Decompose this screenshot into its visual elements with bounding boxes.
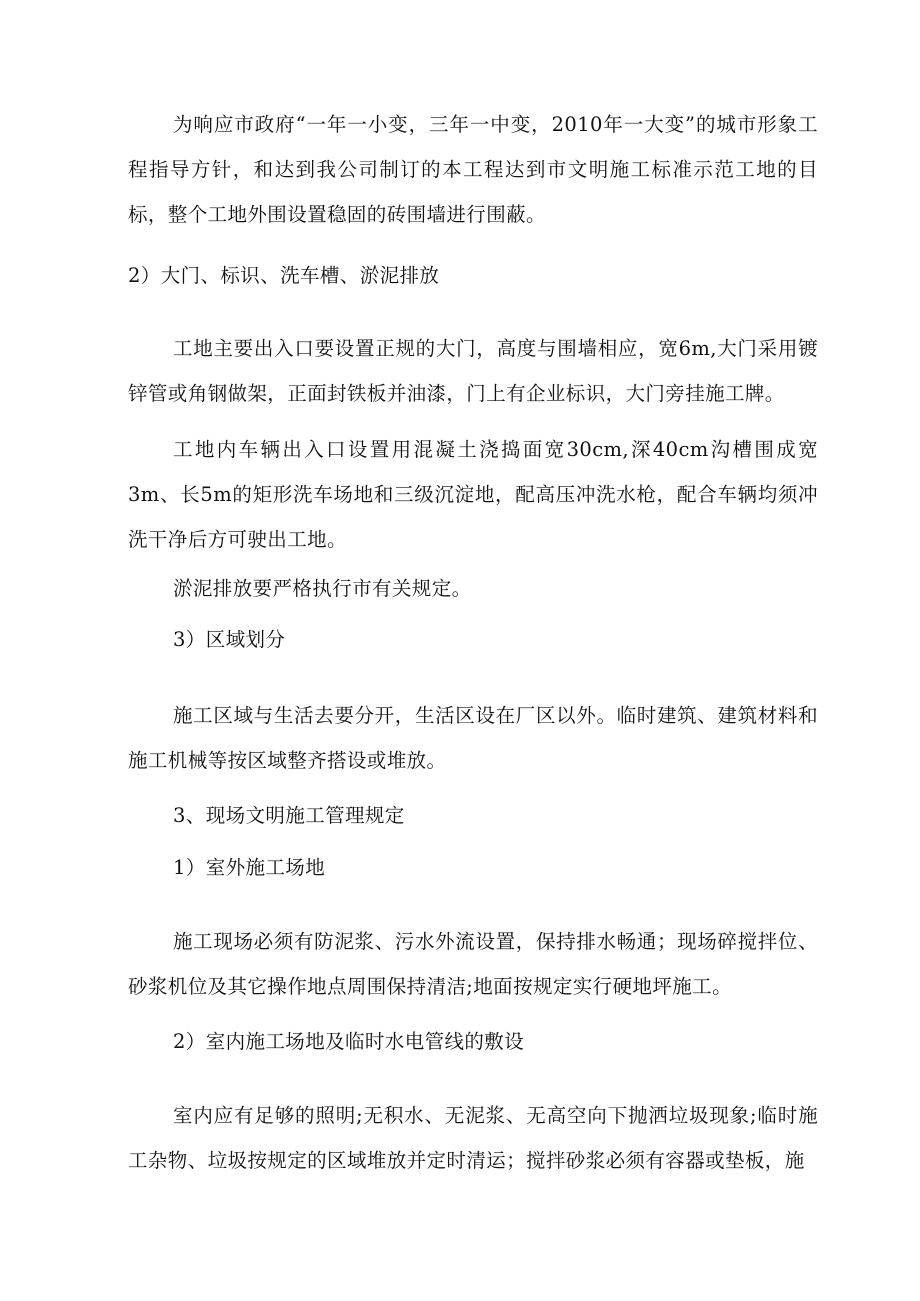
heading-zone-division: 3）区域划分	[173, 628, 286, 651]
paragraph-city-image-project: 为响应市政府“一年一小变，三年一中变，2010年一大变”的城市形象工程指导方针，和达到我公司制订的本工程达到市文明施工标准示范工地的目标，整个工地外围设置稳固的砖围墙进行围蔽。	[128, 113, 818, 226]
paragraph-silt-discharge: 淤泥排放要严格执行市有关规定。	[173, 577, 472, 600]
paragraph-indoor-site: 室内应有足够的照明;无积水、无泥浆、无高空向下抛洒垃圾现象;临时施工杂物、垃圾按规定的区域堆放并定时清运；搅拌砂浆必须有容器或垫板，施	[128, 1104, 818, 1172]
paragraph-zone-division: 施工区域与生活去要分开，生活区设在厂区以外。临时建筑、建筑材料和施工机械等按区域整齐搭设或堆放。	[128, 704, 818, 772]
paragraph-main-gate: 工地主要出入口要设置正规的大门，高度与围墙相应，宽6m,大门采用镀锌管或角钢做架，正面封铁板并油漆，门上有企业标识，大门旁挂施工牌。	[128, 337, 818, 405]
heading-civilized-construction-rules: 3、现场文明施工管理规定	[173, 804, 405, 827]
paragraph-car-wash-area: 工地内车辆出入口设置用混凝土浇捣面宽30cm,深40cm沟槽围成宽3m、长5m的矩形洗车场地和三级沉淀地，配高压冲洗水枪，配合车辆均须冲洗干净后方可驶出工地。	[128, 438, 818, 551]
heading-gate-signage: 2）大门、标识、洗车槽、淤泥排放	[128, 264, 440, 287]
paragraph-outdoor-site: 施工现场必须有防泥浆、污水外流设置，保持排水畅通；现场碎搅拌位、砂浆机位及其它操作地点周围保持清洁;地面按规定实行硬地坪施工。	[128, 930, 818, 998]
heading-outdoor-site: 1）室外施工场地	[173, 856, 326, 879]
heading-indoor-site: 2）室内施工场地及临时水电管线的敷设	[173, 1030, 525, 1053]
